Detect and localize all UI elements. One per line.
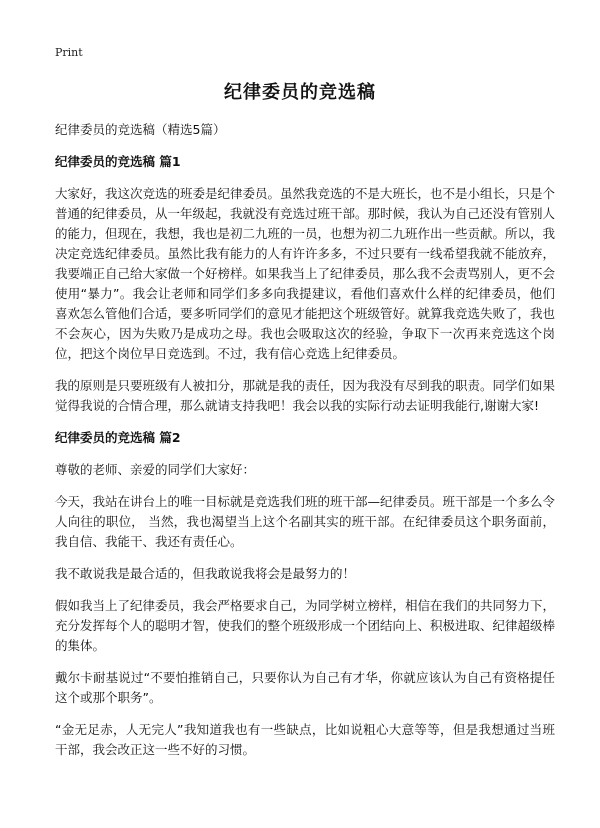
print-link[interactable]: Print bbox=[55, 46, 83, 59]
section-1 bbox=[55, 152, 555, 416]
document-subtitle: 纪律委员的竞选稿（精选5篇） bbox=[55, 122, 226, 137]
paragraph: “金无足赤，人无完人”我知道我也有一些缺点，比如说粗心大意等等，但是我想通过当班干部，我会改正这一些不好的习惯。 bbox=[55, 722, 555, 757]
section-heading: 纪律委员的竞选稿 篇1 bbox=[55, 154, 181, 169]
paragraph: 我不敢说我是最合适的，但我敢说我将会是最努力的！ bbox=[55, 566, 356, 581]
document-body bbox=[55, 120, 555, 772]
paragraph: 戴尔卡耐基说过“不要怕推销自己，只要你认为自己有才华，你就应该认为自己有资格提任这个或那个职务”。 bbox=[55, 670, 555, 705]
paragraph: 今天，我站在讲台上的唯一目标就是竞选我们班的班干部—纪律委员。班干部是一个多么令人向往的职位， 当然，我也渴望当上这个名副其实的班干部。在纪律委员这个职务面前，我自信、我能干、我还有责任心。 bbox=[55, 494, 556, 549]
section-2 bbox=[55, 428, 555, 760]
section-heading: 纪律委员的竞选稿 篇2 bbox=[55, 430, 181, 445]
paragraph: 假如我当上了纪律委员，我会严格要求自己，为同学树立榜样，相信在我们的共同努力下，充分发挥每个人的聪明才智，使我们的整个班级形成一个团结向上、积极进取、纪律超级棒的集体。 bbox=[55, 598, 556, 653]
paragraph: 我的原则是只要班级有人被扣分，那就是我的责任，因为我没有尽到我的职责。同学们如果觉得我说的合情合理，那么就请支持我吧！我会以我的实际行动去证明我能行,谢谢大家! bbox=[55, 378, 556, 413]
page-title: 纪律委员的竞选稿 bbox=[224, 82, 376, 103]
paragraph: 尊敬的老师、亲爱的同学们大家好： bbox=[55, 462, 256, 477]
paragraph: 大家好，我这次竞选的班委是纪律委员。虽然我竞选的不是大班长，也不是小组长，只是个普通的纪律委员，从一年级起，我就没有竞选过班干部。那时候，我认为自己还没有管别人的能力，但现在，我想，我也是初二九班的一员，也想为初二九班作出一些贡献。所以，我决定竞选纪律委员。虽然比我有能力的人有许许多多，不过只要有一线希望我就不能放弃，我要端正自己给大家做一个好榜样。如果我当上了纪律委员，那么我不会责骂别人，更不会使用“暴力”。我会让老师和同学们多多向我提建议，看他们喜欢什么样的纪律委员，他们喜欢怎么管他们合适，要多听同学们的意见才能把这个班级管好。就算我竞选失败了，我也不会灰心，因为失败乃是成功之母。我也会吸取这次的经验，争取下一次再来竞选这个岗位，把这个岗位早日竞选到。不过，我有信心竞选上纪律委员。 bbox=[55, 186, 556, 361]
